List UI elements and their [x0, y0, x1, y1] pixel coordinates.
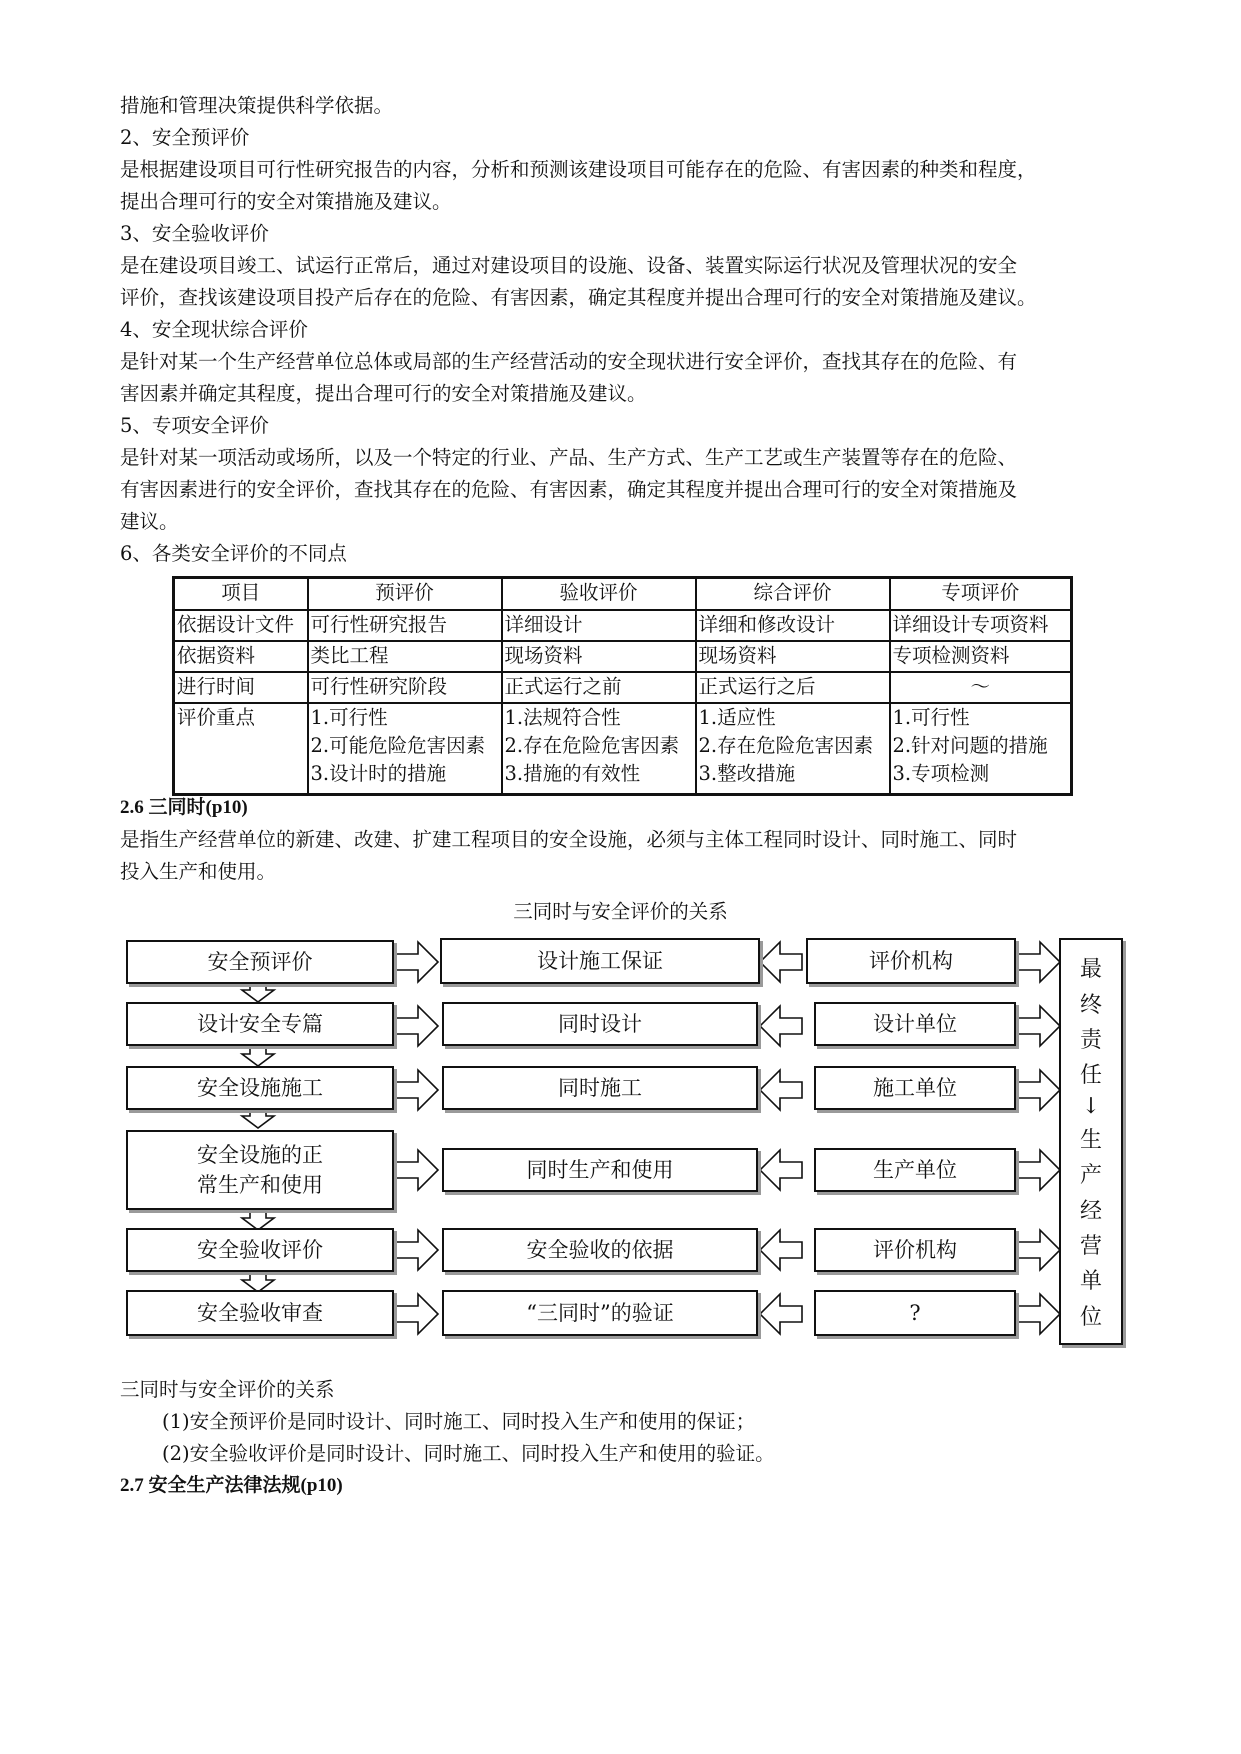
paragraph-line: 是指生产经营单位的新建、改建、扩建工程项目的安全设施，必须与主体工程同时设计、同时施工、同时 — [120, 828, 1018, 851]
final-responsibility-box — [1059, 938, 1123, 1345]
table-cell: 类比工程 — [308, 641, 502, 672]
section-heading-2-6: 2.6 三同时(p10) — [120, 797, 248, 818]
focus-item: 2.针对问题的措施 — [892, 733, 1048, 757]
left-box-facility-construction: 安全设施施工 — [126, 1066, 394, 1110]
box-text-line: 常生产和使用 — [197, 1173, 323, 1197]
section-heading-2-7: 2.7 安全生产法律法规(p10) — [120, 1475, 343, 1496]
focus-item: 3.设计时的措施 — [310, 761, 447, 785]
vertical-char: 单 — [1079, 1269, 1102, 1295]
right-box-evaluation-agency-2: 评价机构 — [814, 1228, 1016, 1272]
vertical-char: 生 — [1079, 1127, 1102, 1153]
arrow-down-icon — [242, 1272, 274, 1292]
arrow-left-icon — [760, 1294, 802, 1334]
paragraph-line: 提出合理可行的安全对策措施及建议。 — [120, 190, 452, 213]
paragraph-line: 评价，查找该建设项目投产后存在的危险、有害因素，确定其程度并提出合理可行的安全对策措施及建议。 — [120, 286, 1037, 309]
table-cell: 专项检测资料 — [890, 641, 1072, 672]
paragraph-line: 措施和管理决策提供科学依据。 — [120, 94, 394, 117]
arrow-left-icon — [760, 942, 802, 982]
vertical-char: 最 — [1079, 957, 1102, 983]
table-cell: 详细和修改设计 — [696, 610, 890, 641]
table-cell: 评价重点 — [174, 703, 308, 795]
left-box-pre-evaluation: 安全预评价 — [126, 940, 394, 984]
middle-box-guarantee: 设计施工保证 — [440, 938, 760, 984]
table-cell: 现场资料 — [502, 641, 696, 672]
middle-box-simultaneous-design: 同时设计 — [442, 1002, 758, 1046]
middle-box-simultaneous-construction: 同时施工 — [442, 1066, 758, 1110]
focus-item: 1.可行性 — [310, 705, 388, 729]
left-box-acceptance-evaluation: 安全验收评价 — [126, 1228, 394, 1272]
paragraph-line: 是在建设项目竣工、试运行正常后，通过对建设项目的设施、设备、装置实际运行状况及管理状况的安全 — [120, 254, 1018, 277]
note-line: (1)安全预评价是同时设计、同时施工、同时投入生产和使用的保证； — [162, 1410, 756, 1433]
arrow-down-icon — [242, 1046, 274, 1066]
paragraph-line: 是针对某一个生产经营单位总体或局部的生产经营活动的安全现状进行安全评价，查找其存在的危险、有 — [120, 350, 1018, 373]
right-box-evaluation-agency: 评价机构 — [806, 938, 1016, 984]
table-cell: ～ — [890, 672, 1072, 703]
arrow-right-icon — [396, 1150, 438, 1190]
arrow-left-icon — [760, 1230, 802, 1270]
table-cell: 详细设计专项资料 — [890, 610, 1072, 641]
arrow-left-icon — [760, 1150, 802, 1190]
focus-item: 2.存在危险危害因素 — [504, 733, 680, 757]
arrow-right-icon — [1018, 942, 1060, 982]
arrow-right-icon — [396, 1294, 438, 1334]
left-box-normal-operation — [126, 1130, 394, 1210]
arrow-right-icon — [1018, 1070, 1060, 1110]
paragraph-line: 害因素并确定其程度，提出合理可行的安全对策措施及建议。 — [120, 382, 647, 405]
arrow-right-icon — [396, 1006, 438, 1046]
figure-caption: 三同时与安全评价的关系 — [120, 1378, 335, 1401]
arrow-down-icon — [242, 982, 274, 1002]
paragraph-line: 建议。 — [120, 510, 179, 533]
focus-item: 2.存在危险危害因素 — [698, 733, 874, 757]
arrow-down-icon — [242, 1210, 274, 1230]
arrow-left-icon — [760, 1006, 802, 1046]
table-cell: 详细设计 — [502, 610, 696, 641]
arrow-right-icon — [1018, 1006, 1060, 1046]
focus-item: 3.措施的有效性 — [504, 761, 641, 785]
arrow-right-icon — [1018, 1150, 1060, 1190]
table-header-cell: 项目 — [174, 578, 308, 610]
vertical-char: 任 — [1079, 1063, 1102, 1089]
paragraph-line: 有害因素进行的安全评价，查找其存在的危险、有害因素，确定其程度并提出合理可行的安全对策措施及 — [120, 478, 1018, 501]
focus-item: 1.法规符合性 — [504, 705, 621, 729]
table-header-cell: 预评价 — [308, 578, 502, 610]
right-box-design-unit: 设计单位 — [814, 1002, 1016, 1046]
paragraph-line: 是根据建设项目可行性研究报告的内容，分析和预测该建设项目可能存在的危险、有害因素的种类和程度， — [120, 158, 1037, 181]
table-cell: 正式运行之后 — [696, 672, 890, 703]
box-text-line: 安全设施的正 — [197, 1143, 323, 1167]
table-cell: 可行性研究阶段 — [308, 672, 502, 703]
table-cell: 可行性研究报告 — [308, 610, 502, 641]
arrow-right-icon — [1018, 1230, 1060, 1270]
down-arrow-icon: ↓ — [1081, 1093, 1101, 1119]
heading-status-evaluation: 4、安全现状综合评价 — [120, 318, 308, 341]
right-box-unknown: ? — [814, 1290, 1016, 1336]
focus-item: 1.可行性 — [892, 705, 970, 729]
arrow-down-icon — [242, 1108, 274, 1128]
left-box-safety-design: 设计安全专篇 — [126, 1002, 394, 1046]
note-line: (2)安全验收评价是同时设计、同时施工、同时投入生产和使用的验证。 — [162, 1442, 775, 1465]
heading-pre-evaluation: 2、安全预评价 — [120, 126, 250, 149]
table-cell: 进行时间 — [174, 672, 308, 703]
vertical-char: 终 — [1079, 992, 1102, 1018]
table-header-cell: 综合评价 — [696, 578, 890, 610]
focus-item: 3.专项检测 — [892, 761, 990, 785]
table-header-cell: 验收评价 — [502, 578, 696, 610]
arrow-right-icon — [396, 1070, 438, 1110]
focus-item: 3.整改措施 — [698, 761, 796, 785]
middle-box-acceptance-basis: 安全验收的依据 — [442, 1228, 758, 1272]
focus-item: 1.适应性 — [698, 705, 776, 729]
table-cell: 依据设计文件 — [174, 610, 308, 641]
vertical-char: 营 — [1079, 1234, 1102, 1260]
right-box-production-unit: 生产单位 — [814, 1148, 1016, 1192]
middle-box-verification: “三同时”的验证 — [442, 1290, 758, 1336]
paragraph-line: 是针对某一项活动或场所，以及一个特定的行业、产品、生产方式、生产工艺或生产装置等存在的危险、 — [120, 446, 1018, 469]
figure-title: 三同时与安全评价的关系 — [513, 900, 728, 923]
heading-acceptance-evaluation: 3、安全验收评价 — [120, 222, 269, 245]
table-header-cell: 专项评价 — [890, 578, 1072, 610]
arrow-right-icon — [396, 942, 438, 982]
left-box-acceptance-review: 安全验收审查 — [126, 1290, 394, 1336]
table-cell: 正式运行之前 — [502, 672, 696, 703]
arrow-right-icon — [396, 1230, 438, 1270]
heading-differences: 6、各类安全评价的不同点 — [120, 542, 347, 565]
vertical-char: 位 — [1079, 1304, 1102, 1330]
arrow-right-icon — [1018, 1294, 1060, 1334]
arrow-left-icon — [760, 1070, 802, 1110]
heading-special-evaluation: 5、专项安全评价 — [120, 414, 269, 437]
table-cell: 现场资料 — [696, 641, 890, 672]
paragraph-line: 投入生产和使用。 — [120, 860, 277, 883]
focus-item: 2.可能危险危害因素 — [310, 733, 486, 757]
middle-box-simultaneous-operation: 同时生产和使用 — [442, 1148, 758, 1192]
vertical-char: 经 — [1079, 1198, 1102, 1224]
vertical-char: 产 — [1079, 1163, 1102, 1189]
table-cell: 依据资料 — [174, 641, 308, 672]
vertical-char: 责 — [1079, 1027, 1102, 1053]
right-box-construction-unit: 施工单位 — [814, 1066, 1016, 1110]
